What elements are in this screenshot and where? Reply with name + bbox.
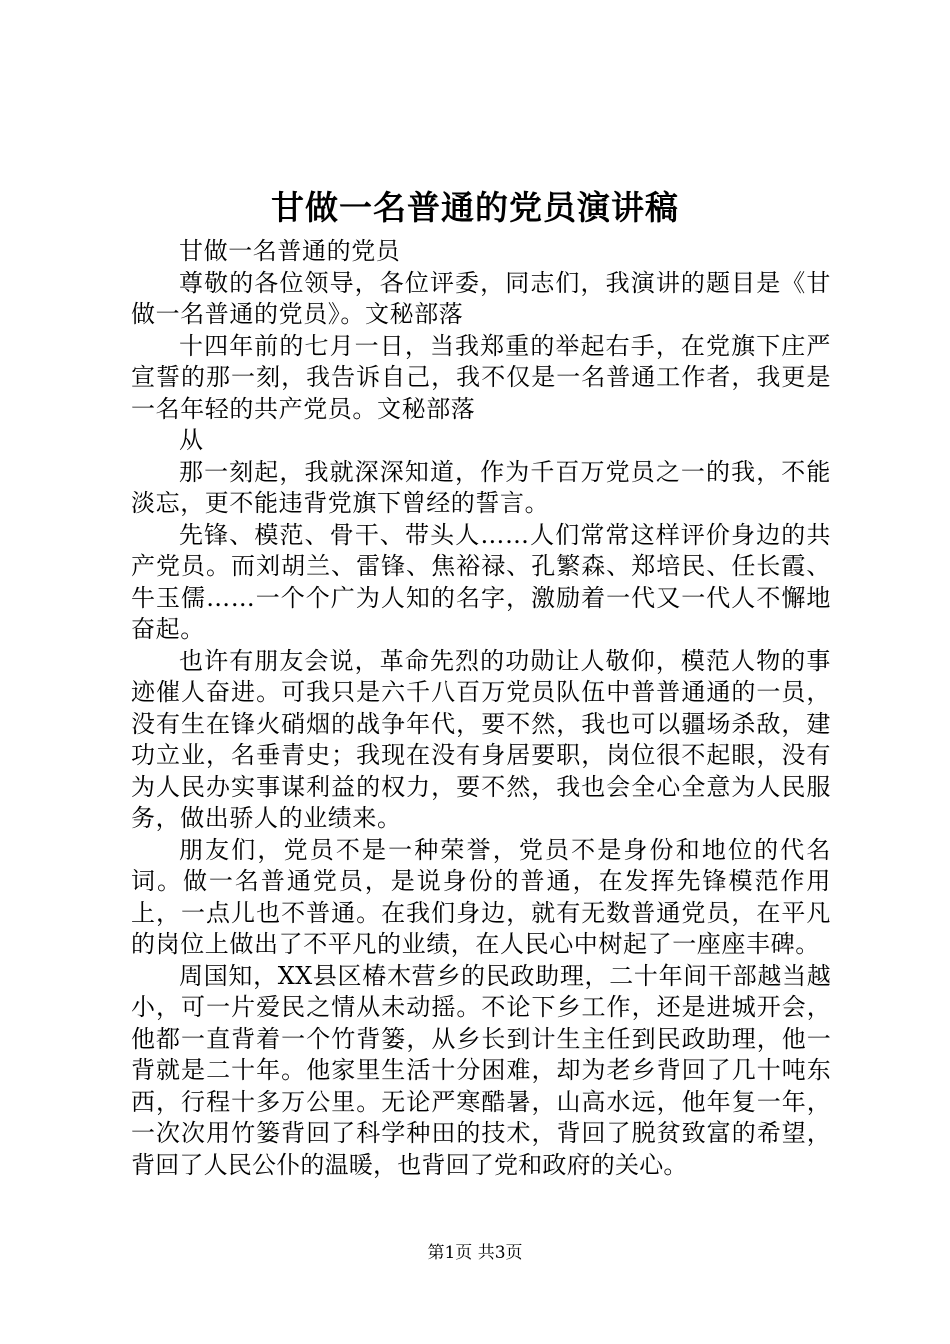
document-title: 甘做一名普通的党员演讲稿: [271, 188, 679, 227]
paragraph-oath: 十四年前的七月一日，当我郑重的举起右手，在党旗下庄严宣誓的那一刻，我告诉自己，我不仅是一名普通工作者，我更是一名年轻的共产党员。文秘部落: [131, 331, 831, 423]
paragraph-friends: 朋友们，党员不是一种荣誉，党员不是身份和地位的代名词。做一名普通党员，是说身份的普通，在发挥先锋模范作用上，一点儿也不普通。在我们身边，就有无数普通党员，在平凡的岗位上做出了不平凡的业绩，在人民心中树起了一座座丰碑。: [131, 835, 831, 958]
paragraph-zhou-guozhi: 周国知，XX县区椿木营乡的民政助理，二十年间干部越当越小，可一片爱民之情从未动摇。不论下乡工作，还是进城开会，他都一直背着一个竹背篓，从乡长到计生主任到民政助理，他一背就是二十年。他家里生活十分困难，却为老乡背回了几十吨东西，行程十多万公里。无论严寒酷暑，山高水远，他年复一年，一次次用竹篓背回了科学种田的技术，背回了脱贫致富的希望，背回了人民公仆的温暖，也背回了党和政府的关心。: [131, 961, 831, 1179]
paragraph-greeting: 尊敬的各位领导，各位评委，同志们，我演讲的题目是《甘做一名普通的党员》。文秘部落: [131, 268, 831, 328]
page-number-footer: 第1页 共3页: [427, 1243, 523, 1263]
paragraph-fragment: 从: [179, 426, 204, 454]
document-body: [131, 236, 831, 1181]
paragraph-ordinary-member: 也许有朋友会说，革命先烈的功勋让人敬仰，模范人物的事迹催人奋进。可我只是六千八百万党员队伍中普普通通的一员，没有生在锋火硝烟的战争年代，要不然，我也可以疆场杀敌，建功立业，名垂青史；我现在没有身居要职，岗位很不起眼，没有为人民办实事谋利益的权力，要不然，我也会全心全意为人民服务，做出骄人的业绩来。: [131, 646, 831, 832]
paragraph-role-models: 先锋、模范、骨干、带头人……人们常常这样评价身边的共产党员。而刘胡兰、雷锋、焦裕禄、孔繁森、郑培民、任长霞、牛玉儒……一个个广为人知的名字，激励着一代又一代人不懈地奋起。: [131, 520, 831, 643]
paragraph-moment: 那一刻起，我就深深知道，作为千百万党员之一的我，不能淡忘，更不能违背党旗下曾经的誓言。: [131, 457, 831, 517]
paragraph-subtitle: 甘做一名普通的党员: [179, 237, 401, 265]
